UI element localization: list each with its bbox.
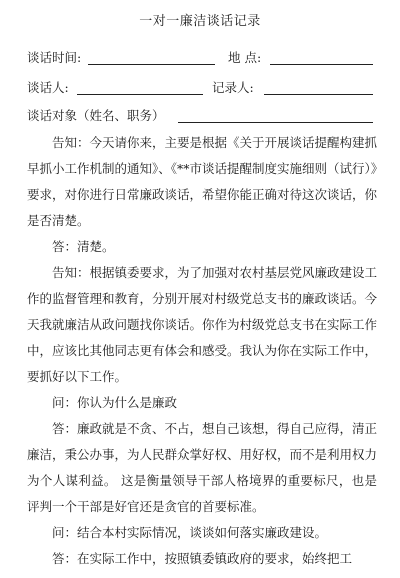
paragraph-notice-2: 告知：根据镇委要求，为了加强对农村基层党风廉政建设工作的监督管理和教育，分别开展对村级党总支书的廉政谈话。今天我就廉洁从政问题找你谈话。你作为村级党总支书在实际工作中，应该比其他同志更有体会和感受。我认为你在实际工作中，要抓好以下工作。 <box>27 265 378 384</box>
paragraph-answer-1: 答：清楚。 <box>52 239 115 254</box>
paragraph-answer-2: 答：廉政就是不贪、不占，想自己该想，得自己应得，清正廉洁，秉公办事，为人民群众掌好权、用好权，而不是利用权力为个人谋利益。 这是衡量领导干部人格境界的重要标尺，也是评判一个干部是好官还是贪官的首要标准。 <box>27 421 378 514</box>
paragraph-notice-1: 告知：今天请你来，主要是根据《关于开展谈话提醒构建抓早抓小工作机制的通知》、《**市谈话提醒制度实施细则（试行）》要求，对你进行日常廉政谈话，希望你能正确对待这次谈话，你是否清楚。 <box>27 135 378 228</box>
place-label: 地 点: <box>228 50 262 65</box>
interviewer-label: 谈话人: <box>27 80 69 95</box>
place-blank <box>270 64 373 65</box>
paragraph-question-1: 问：你认为什么是廉政 <box>52 395 178 410</box>
recorder-label: 记录人: <box>212 80 254 95</box>
time-blank <box>88 64 215 65</box>
interviewer-blank <box>77 94 203 95</box>
time-label: 谈话时间: <box>27 50 82 65</box>
paragraph-answer-3: 答：在实际工作中，按照镇委镇政府的要求，始终把工 <box>52 551 353 566</box>
document-title: 一对一廉洁谈话记录 <box>139 14 261 29</box>
target-blank <box>178 122 373 123</box>
paragraph-question-2: 问：结合本村实际情况，谈谈如何落实廉政建设。 <box>52 525 328 540</box>
recorder-blank <box>264 94 373 95</box>
target-label: 谈话对象（姓名、职务） <box>27 108 165 123</box>
